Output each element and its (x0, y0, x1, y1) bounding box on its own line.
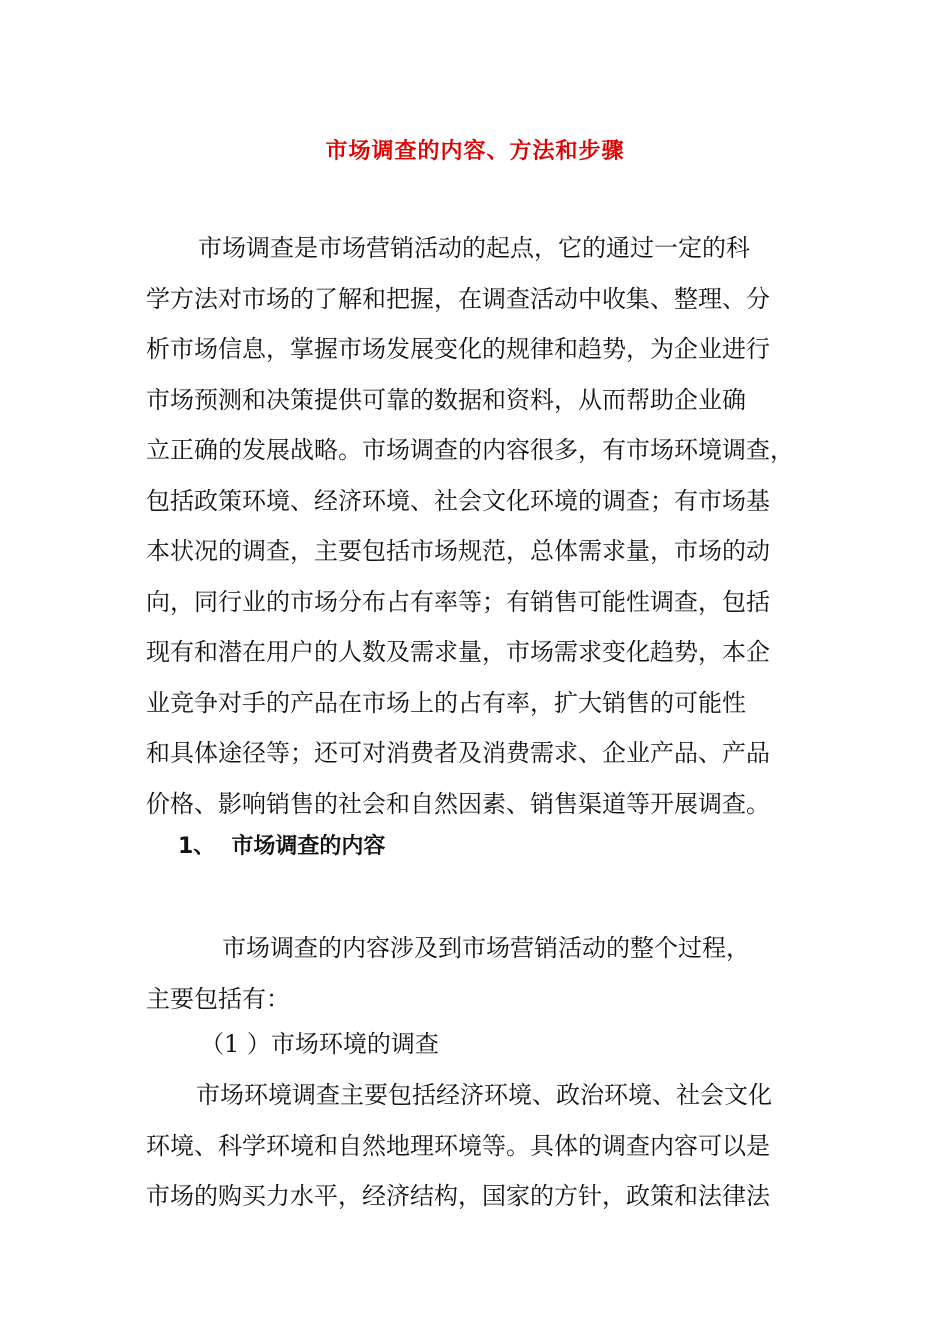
paragraph-line: 市场环境调查主要包括经济环境、政治环境、社会文化 (196, 1081, 772, 1109)
paragraph-line: 价格、影响销售的社会和自然因素、销售渠道等开展调查。 (146, 789, 770, 818)
paragraph-line: 析市场信息，掌握市场发展变化的规律和趋势，为企业进行 (146, 335, 770, 363)
document-title: 市场调查的内容、方法和步骤 (325, 139, 625, 164)
paragraph-line: 向，同行业的市场分布占有率等；有销售可能性调查，包括 (146, 587, 770, 616)
paragraph-line: 环境、科学环境和自然地理环境等。具体的调查内容可以是 (146, 1131, 770, 1160)
paragraph-line: 主要包括有： (146, 984, 290, 1013)
paragraph-line: 包括政策环境、经济环境、社会文化环境的调查；有市场基 (146, 486, 770, 515)
paragraph-line: 市场预测和决策提供可靠的数据和资料，从而帮助企业确 (146, 385, 746, 414)
section-number: 1、 (178, 834, 216, 859)
paragraph-line: 学方法对市场的了解和把握，在调查活动中收集、整理、分 (146, 284, 770, 313)
section-heading-text: 市场调查的内容 (231, 834, 386, 859)
paragraph-line: 市场调查的内容涉及到市场营销活动的整个过程， (222, 934, 750, 962)
subsection-heading: （1 ）市场环境的调查 (200, 1030, 439, 1058)
paragraph-line: 市场调查是市场营销活动的起点，它的通过一定的科 (198, 234, 750, 262)
intro-paragraph (146, 230, 826, 836)
paragraph-line: 业竞争对手的产品在市场上的占有率，扩大销售的可能性 (146, 688, 746, 717)
paragraph-line: 和具体途径等；还可对消费者及消费需求、企业产品、产品 (146, 739, 770, 767)
paragraph-line: 本状况的调查，主要包括市场规范，总体需求量，市场的动 (146, 537, 770, 565)
paragraph-line: 现有和潜在用户的人数及需求量，市场需求变化趋势，本企 (146, 638, 770, 666)
section-heading (178, 828, 385, 865)
subsection-paragraph (146, 1077, 826, 1229)
paragraph-line: 市场的购买力水平，经济结构，国家的方针，政策和法律法 (146, 1182, 770, 1210)
paragraph-line: 立正确的发展战略。市场调查的内容很多，有市场环境调查， (146, 436, 794, 464)
section-paragraph (146, 930, 826, 1031)
